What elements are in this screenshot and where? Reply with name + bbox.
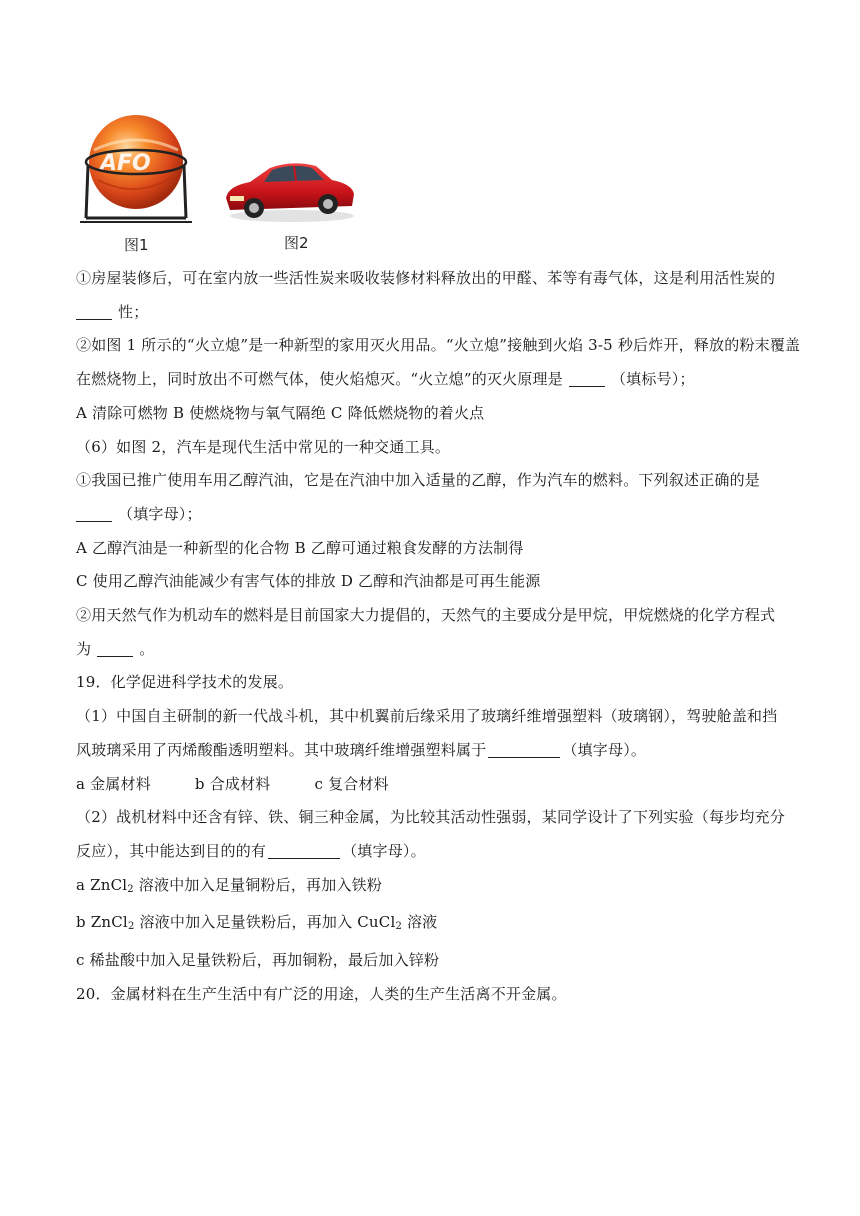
text-line: （6）如图 2，汽车是现代生活中常见的一种交通工具。 (76, 437, 451, 456)
option-a: a 金属材料 (76, 774, 151, 793)
svg-text:AFO: AFO (100, 151, 151, 176)
text-line: 为 。 (76, 639, 155, 658)
text-line: 反应），其中能达到目的的有 （填字母）。 (76, 841, 426, 860)
text-line: 在燃烧物上，同时放出不可燃气体，使火焰熄灭。“火立熄”的灭火原理是 （填标号）； (76, 370, 695, 389)
text-line: （填字母）； (76, 498, 788, 532)
text-line: A 乙醇汽油是一种新型的化合物 B 乙醇可通过粮食发酵的方法制得 (76, 538, 524, 557)
option-c: c 复合材料 (314, 774, 389, 793)
answer-blank[interactable] (488, 741, 560, 758)
answer-blank[interactable] (76, 505, 112, 522)
option-line-b: b ZnCl$_2$ 溶液中加入足量铁粉后，再加入 CuCl$_2$ 溶液 (76, 913, 438, 933)
text-line: 风玻璃采用了丙烯酸酯透明塑料。其中玻璃纤维增强塑料属于 （填字母）。 (76, 740, 647, 759)
text-line: ①我国已推广使用车用乙醇汽油，它是在汽油中加入适量的乙醇，作为汽车的燃料。下列叙述正确的是 (76, 471, 761, 490)
figure-2 (220, 154, 360, 254)
text-line: ②用天然气作为机动车的燃料是目前国家大力提倡的，天然气的主要成分是甲烷，甲烷燃烧的化学方程式 (76, 606, 776, 625)
answer-blank[interactable] (268, 842, 340, 859)
text-line: A 清除可燃物 B 使燃烧物与氧气隔绝 C 降低燃烧物的着火点 (76, 403, 485, 422)
text-line: （1）中国自主研制的新一代战斗机，其中机翼前后缘采用了玻璃纤维增强塑料（玻璃钢），驾驶舱盖和挡 (76, 707, 778, 726)
text-line: ①房屋装修后，可在室内放一些活性炭来吸收装修材料释放出的甲醛、苯等有毒气体，这是利用活性炭的 (76, 269, 776, 287)
fire-extinguisher-ball-image (76, 110, 196, 232)
figure-2-caption: 图2 (284, 234, 309, 252)
option-line-c: c 稀盐酸中加入足量铁粉后，再加铜粉，最后加入锌粉 (76, 951, 440, 970)
answer-blank[interactable] (97, 640, 133, 657)
question-20-heading: 20．金属材料在生产生活中有广泛的用途，人类的生产生活离不开金属。 (76, 984, 567, 1003)
figure-1-caption: 图1 (124, 236, 149, 254)
answer-blank[interactable] (76, 303, 112, 320)
text-line: 性； (76, 296, 788, 330)
text-line: ②如图 1 所示的“火立熄”是一种新型的家用灭火用品。“火立熄”接触到火焰 3-5 秒后炸开，释放的粉末覆盖 (76, 336, 801, 355)
option-b: b 合成材料 (194, 774, 271, 793)
figures-row (76, 110, 376, 260)
answer-blank[interactable] (569, 370, 605, 387)
text-line: C 使用乙醇汽油能减少有害气体的排放 D 乙醇和汽油都是可再生能源 (76, 572, 541, 591)
text-line: （2）战机材料中还含有锌、铁、铜三种金属，为比较其活动性强弱，某同学设计了下列实验（每步均充分 (76, 808, 785, 827)
question-19-heading: 19．化学促进科学技术的发展。 (76, 673, 294, 692)
question-text (76, 262, 801, 1011)
option-line-a: a ZnCl$_2$ 溶液中加入足量铜粉后，再加入铁粉 (76, 875, 383, 895)
red-car-image (220, 154, 360, 226)
figure-1 (76, 110, 196, 255)
options-line (76, 768, 788, 802)
